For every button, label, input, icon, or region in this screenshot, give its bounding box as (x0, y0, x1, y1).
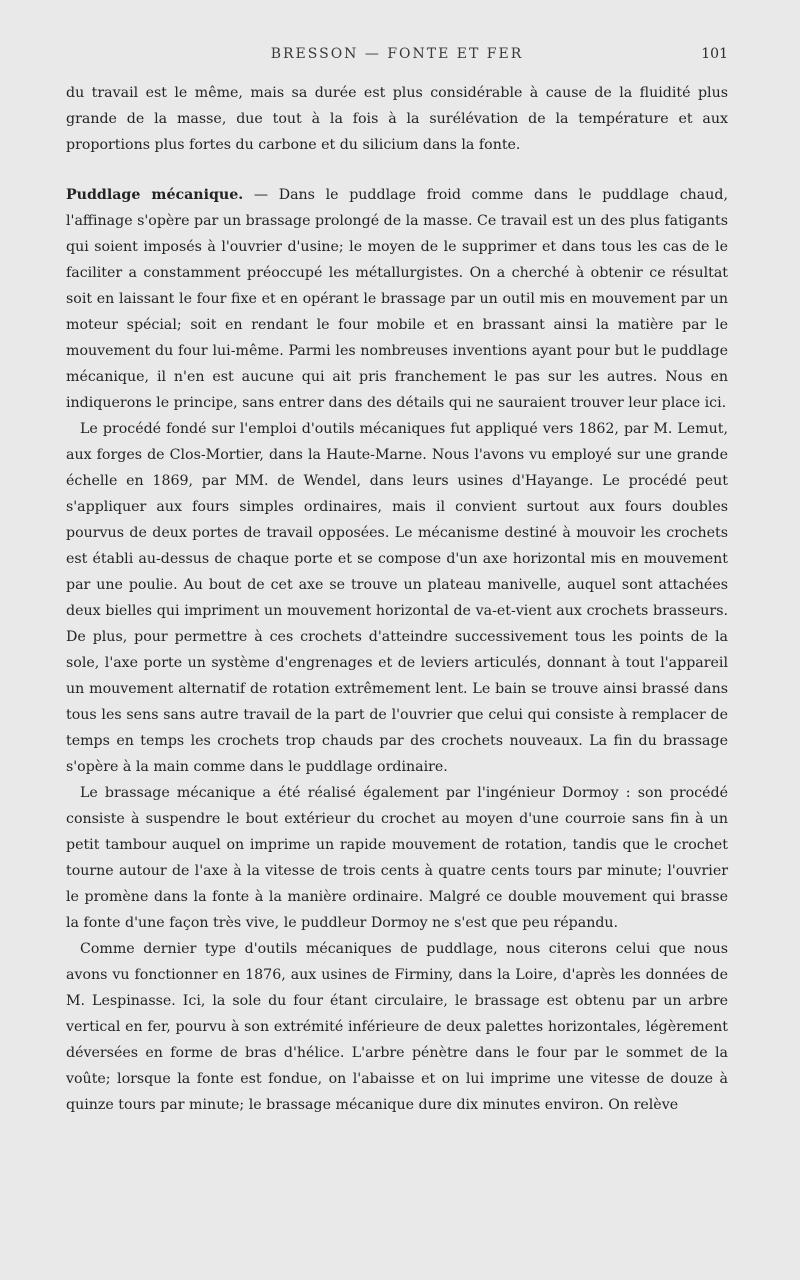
body-text (66, 80, 728, 1118)
section-intro-text: — Dans le puddlage froid comme dans le puddlage chaud, l'affinage s'opère par un brassage prolongé de la masse. Ce travail est un des plus fatigants qui soient imposés à l'ouvrier d'usine; le moyen de le supprimer et dans tous les cas de le faciliter a constamment préoccupé les métallurgistes. On a cherché à obtenir ce résultat soit en laissant le four fixe et en opérant le brassage par un outil mis en mouvement par un moteur spécial; soit en rendant le four mobile et en brassant ainsi la matière par le mouvement du four lui-même. Parmi les nombreuses inventions ayant pour but le puddlage mécanique, il n'en est aucune qui ait pris franchement le pas sur les autres. Nous en indiquerons le principe, sans entrer dans des détails qui ne sauraient trouver leur place ici. (66, 187, 728, 411)
section-heading: Puddlage mécanique. (66, 187, 244, 203)
running-title: BRESSON — FONTE ET FER (270, 46, 524, 62)
running-head (66, 42, 728, 70)
paragraph-firminy: Comme dernier type d'outils mécaniques de puddlage, nous citerons celui que nous avons vu fonctionner en 1876, aux usines de Firminy, dans la Loire, d'après les données de M. Lespinasse. Ici, la sole du four étant circulaire, le brassage est obtenu par un arbre vertical en fer, pourvu à son extrémité inférieure de deux palettes horizontales, légèrement déversées en forme de bras d'hélice. L'arbre pénètre dans le four par le sommet de la voûte; lorsque la fonte est fondue, on l'abaisse et on lui imprime une vitesse de douze à quinze tours par minute; le brassage mécanique dure dix minutes environ. On relève (66, 941, 728, 1113)
paragraph-dormoy: Le brassage mécanique a été réalisé également par l'ingénieur Dormoy : son procédé consiste à suspendre le bout extérieur du crochet au moyen d'une courroie sans fin à un petit tambour auquel on imprime un rapide mouvement de rotation, tandis que le crochet tourne autour de l'axe à la vitesse de trois cents à quatre cents tours par minute; l'ouvrier le promène dans la fonte à la manière ordinaire. Malgré ce double mouvement qui brasse la fonte d'une façon très vive, le puddleur Dormoy ne s'est que peu répandu. (66, 785, 728, 931)
paragraph-puddlage-mecanique (66, 182, 728, 416)
page-number: 101 (701, 46, 728, 62)
paragraph-procede-outils: Le procédé fondé sur l'emploi d'outils mécaniques fut appliqué vers 1862, par M. Lemut, aux forges de Clos-Mortier, dans la Haute-Marne. Nous l'avons vu employé sur une grande échelle en 1869, par MM. de Wendel, dans leurs usines d'Hayange. Le procédé peut s'appliquer aux fours simples ordinaires, mais il convient surtout aux fours doubles pourvus de deux portes de travail opposées. Le mécanisme destiné à mouvoir les crochets est établi au-dessus de chaque porte et se compose d'un axe horizontal mis en mouvement par une poulie. Au bout de cet axe se trouve un plateau manivelle, auquel sont attachées deux bielles qui impriment un mouvement horizontal de va-et-vient aux crochets brasseurs. De plus, pour permettre à ces crochets d'atteindre successivement tous les points de la sole, l'axe porte un système d'engrenages et de leviers articulés, donnant à tout l'appareil un mouvement alternatif de rotation extrêmement lent. Le bain se trouve ainsi brassé dans tous les sens sans autre travail de la part de l'ouvrier que celui qui consiste à remplacer de temps en temps les crochets trop chauds par des crochets nouveaux. La fin du brassage s'opère à la main comme dans le puddlage ordinaire. (66, 421, 728, 775)
paragraph-continuation: du travail est le même, mais sa durée est plus considérable à cause de la fluidité plus grande de la masse, due tout à la fois à la surélévation de la température et aux proportions plus fortes du carbone et du silicium dans la fonte. (66, 85, 728, 153)
